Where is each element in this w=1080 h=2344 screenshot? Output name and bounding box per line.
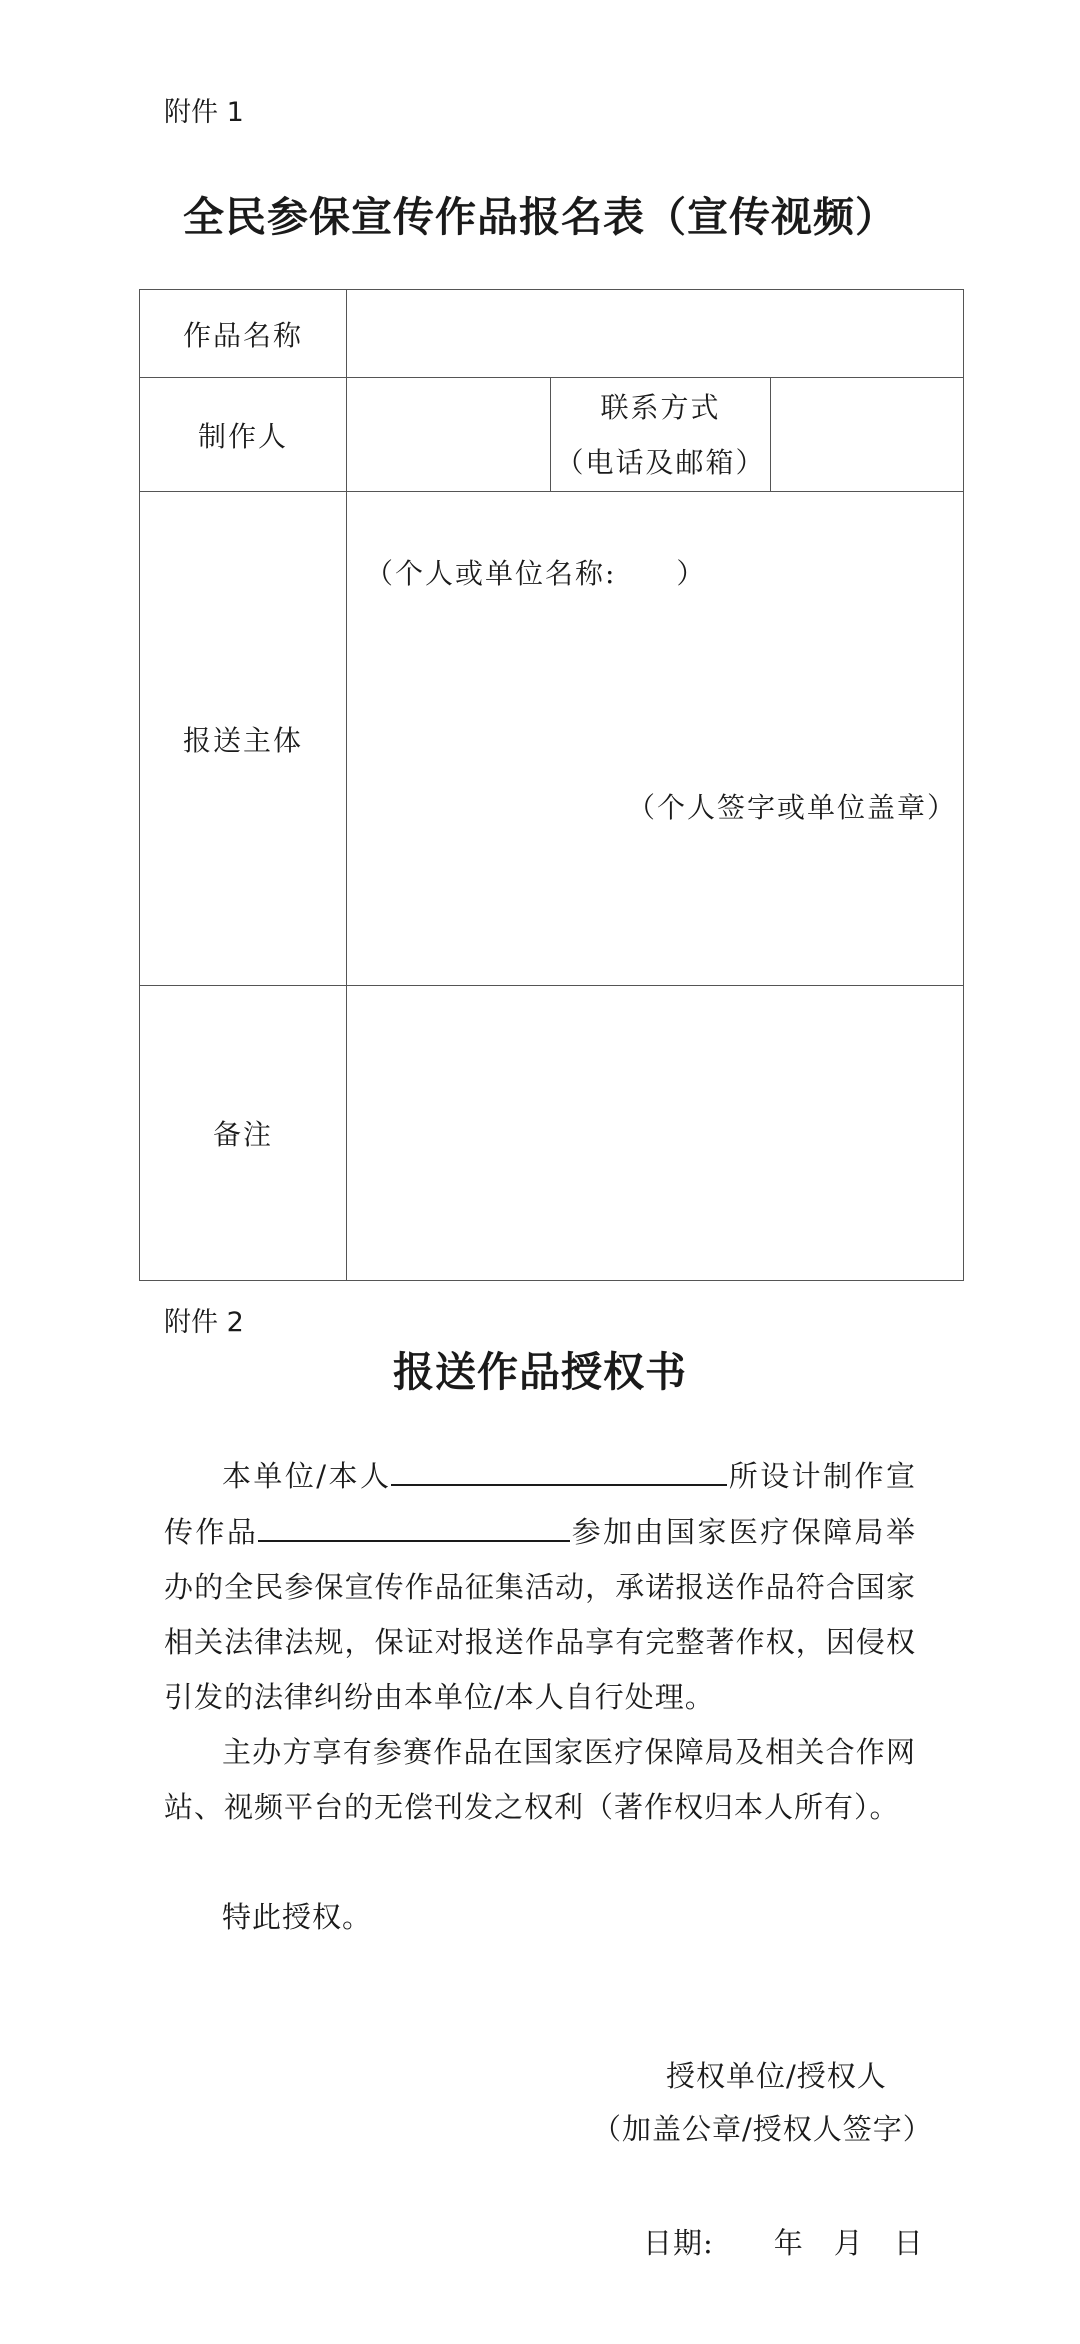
contact-label-cell (551, 378, 771, 492)
row-work-name (140, 290, 964, 378)
authorization-title: 报送作品授权书 (393, 1348, 687, 1396)
attachment2-label: 附件 2 (164, 1307, 244, 1338)
p1-part1: 本单位/本人 (222, 1459, 392, 1493)
attachment1-label: 附件 1 (164, 97, 244, 128)
p1-part2: 所设计制作宣传作品 (164, 1459, 916, 1549)
work-name-label: 作品名称 (140, 290, 347, 378)
remarks-label: 备注 (140, 986, 347, 1281)
authorization-paragraph-3: 特此授权。 (222, 1900, 373, 1934)
producer-value-cell[interactable] (347, 378, 551, 492)
p1-part3: 参加由国家医疗保障局举办的全民参保宣传作品征集活动，承诺报送作品符合国家相关法律法规，保证对报送作品享有完整著作权，因侵权引发的法律纠纷由本单位/本人自行处理。 (164, 1515, 916, 1714)
authorization-paragraph-1 (164, 1448, 916, 1725)
submitter-value-cell[interactable] (347, 492, 964, 986)
registration-table (139, 289, 964, 1281)
contact-value-cell[interactable] (771, 378, 964, 492)
signer-label: 授权单位/授权人 (666, 2059, 887, 2093)
remarks-value-cell[interactable] (347, 986, 964, 1281)
row-remarks (140, 986, 964, 1281)
work-name-value-cell[interactable] (347, 290, 964, 378)
producer-label: 制作人 (140, 378, 347, 492)
contact-label-line1: 联系方式 (600, 390, 721, 424)
authorization-paragraph-2: 主办方享有参赛作品在国家医疗保障局及相关合作网站、视频平台的无偿刊发之权利（著作权归本人所有）。 (164, 1735, 916, 1824)
submitter-label: 报送主体 (140, 492, 347, 986)
unit-name-blank[interactable] (391, 1448, 727, 1486)
row-producer (140, 378, 964, 492)
signer-hint: （加盖公章/授权人签字） (592, 2112, 933, 2146)
submitter-name-hint: （个人或单位名称: ） (365, 557, 707, 590)
form-title: 全民参保宣传作品报名表（宣传视频） (183, 193, 897, 241)
submitter-sign-hint: （个人签字或单位盖章） (627, 791, 958, 824)
work-title-blank[interactable] (258, 1504, 570, 1542)
authorization-body (164, 1448, 916, 1945)
contact-label-line2: （电话及邮箱） (555, 445, 766, 479)
row-submitter (140, 492, 964, 986)
date-line: 日期: 年 月 日 (643, 2226, 924, 2260)
